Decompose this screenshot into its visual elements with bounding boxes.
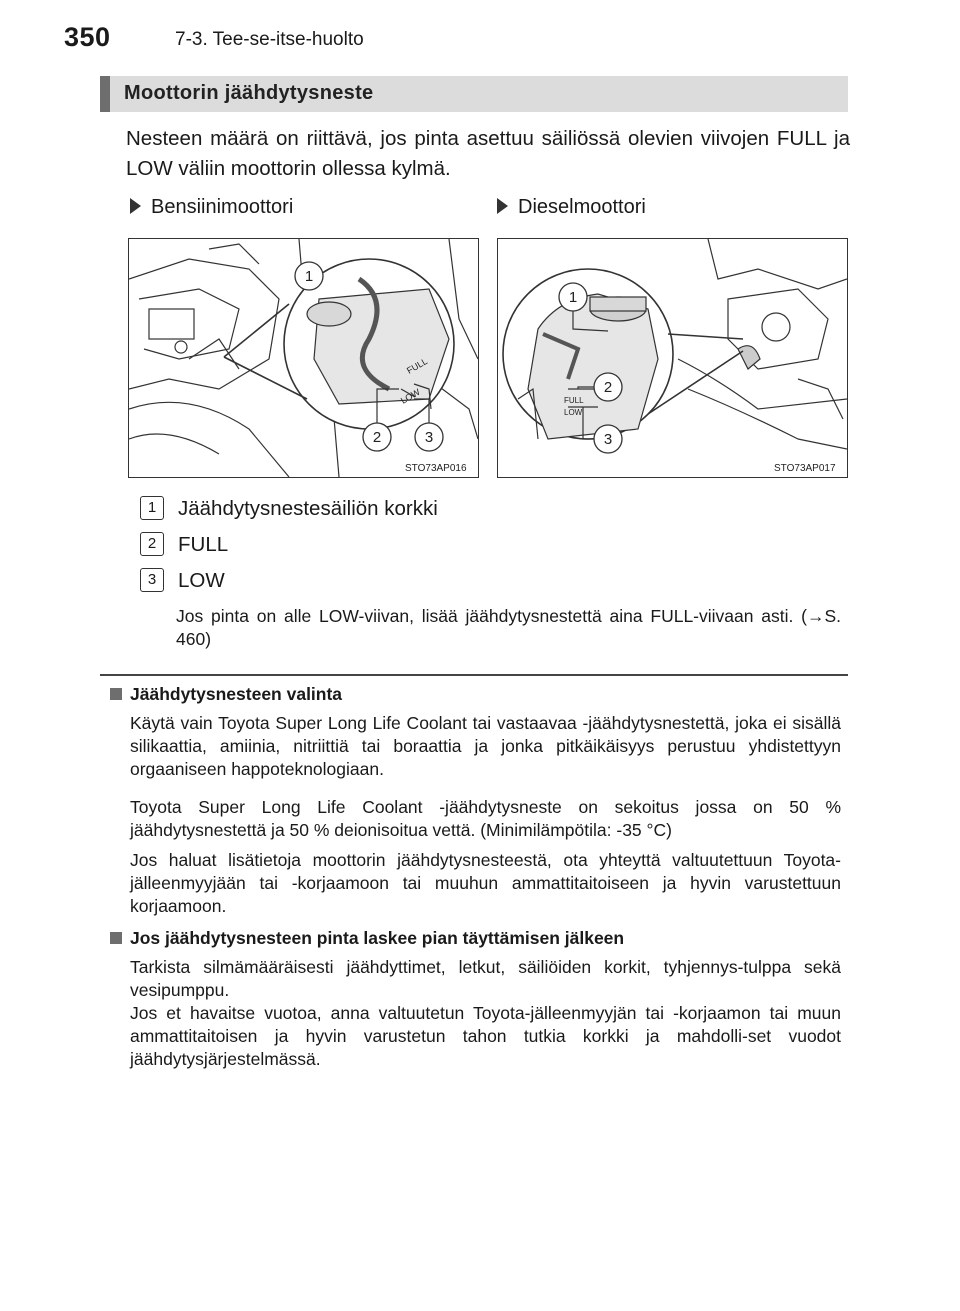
square-bullet-icon (110, 932, 122, 944)
diesel-engine-illustration (497, 238, 848, 478)
low-mark: LOW (399, 386, 422, 406)
triangle-bullet-icon (497, 198, 508, 214)
callout-2: 2 (372, 429, 382, 446)
callout-1: 1 (568, 289, 578, 306)
petrol-engine-illustration (128, 238, 479, 478)
section-title: Moottorin jäähdytysneste (124, 82, 374, 104)
legend-number: 3 (140, 568, 164, 592)
paragraph: Tarkista silmämääräisesti jäähdyttimet, letkut, säiliöiden korkit, tyhjennys-tulppa sekä vesipumppu. (130, 957, 841, 1000)
low-mark: LOW (564, 408, 583, 417)
legend-item-2 (140, 532, 228, 557)
diesel-heading: Dieselmoottori (497, 196, 646, 219)
triangle-bullet-icon (130, 198, 141, 214)
full-mark: FULL (564, 396, 584, 405)
level-drops-heading: Jos jäähdytysnesteen pinta laskee pian täyttämisen jälkeen (110, 928, 624, 949)
petrol-heading: Bensiinimoottori (130, 196, 293, 219)
divider (100, 674, 848, 676)
full-mark: FULL (405, 356, 430, 376)
legend-text: Jäähdytysnestesäiliön korkki (178, 497, 438, 520)
paragraph: Jos et havaitse vuotoa, anna valtuutetun Toyota-jälleenmyyjän tai -korjaamon tai muun ammattitaitoisen ja hyvin varustetun tahon tutkia korkki ja mahdolli-set vuodot jäähdytysjärjestelmässä. (130, 1003, 841, 1069)
level-note: Jos pinta on alle LOW-viivan, lisää jäähdytysnestettä aina FULL-viivaan asti. (→S. 460) (176, 606, 841, 649)
petrol-engine-drawing (129, 239, 478, 477)
legend-number: 2 (140, 532, 164, 556)
callout-2: 2 (603, 379, 613, 396)
legend-text: FULL (178, 533, 229, 556)
title-accent (100, 76, 110, 112)
square-bullet-icon (110, 688, 122, 700)
diesel-engine-drawing (498, 239, 847, 477)
paragraph: Jos haluat lisätietoja moottorin jäähdytysnesteestä, ota yhteyttä valtuutettuun Toyota-jälleenmyyjään tai -korjaamoon tai muuhun ammattitaitoiseen ja hyvin varustettuun korjaamoon. (130, 850, 841, 916)
paragraph: Toyota Super Long Life Coolant -jäähdytysneste on sekoitus jossa on 50 % jäähdytysnestettä ja 50 % deionisoitua vettä. (Minimilämpötila: -35 °C) (130, 797, 841, 840)
figure-code: STO73AP016 (405, 463, 467, 474)
figure-code: STO73AP017 (774, 463, 836, 474)
legend-item-3 (140, 568, 225, 593)
legend-number: 1 (140, 496, 164, 520)
page-number: 350 (64, 22, 111, 52)
legend-item-1 (140, 496, 438, 521)
legend-text: LOW (178, 569, 225, 592)
paragraph: Käytä vain Toyota Super Long Life Coolant tai vastaavaa -jäähdytysnestettä, joka ei sisällä silikaattia, amiinia, nitriittiä tai boraattia ja jonka pitkäikäisyys perustuu yhdistettyyn orgaaniseen happoteknologiaan. (130, 713, 841, 779)
intro-paragraph: Nesteen määrä on riittävä, jos pinta asettuu säiliössä olevien viivojen FULL ja LOW väliin moottorin ollessa kylmä. (126, 127, 850, 180)
callout-3: 3 (424, 429, 434, 446)
section-label: 7-3. Tee-se-itse-huolto (175, 29, 364, 50)
coolant-selection-heading: Jäähdytysnesteen valinta (110, 684, 342, 705)
callout-1: 1 (304, 268, 314, 285)
section-title-bar (100, 76, 848, 112)
callout-3: 3 (603, 431, 613, 448)
